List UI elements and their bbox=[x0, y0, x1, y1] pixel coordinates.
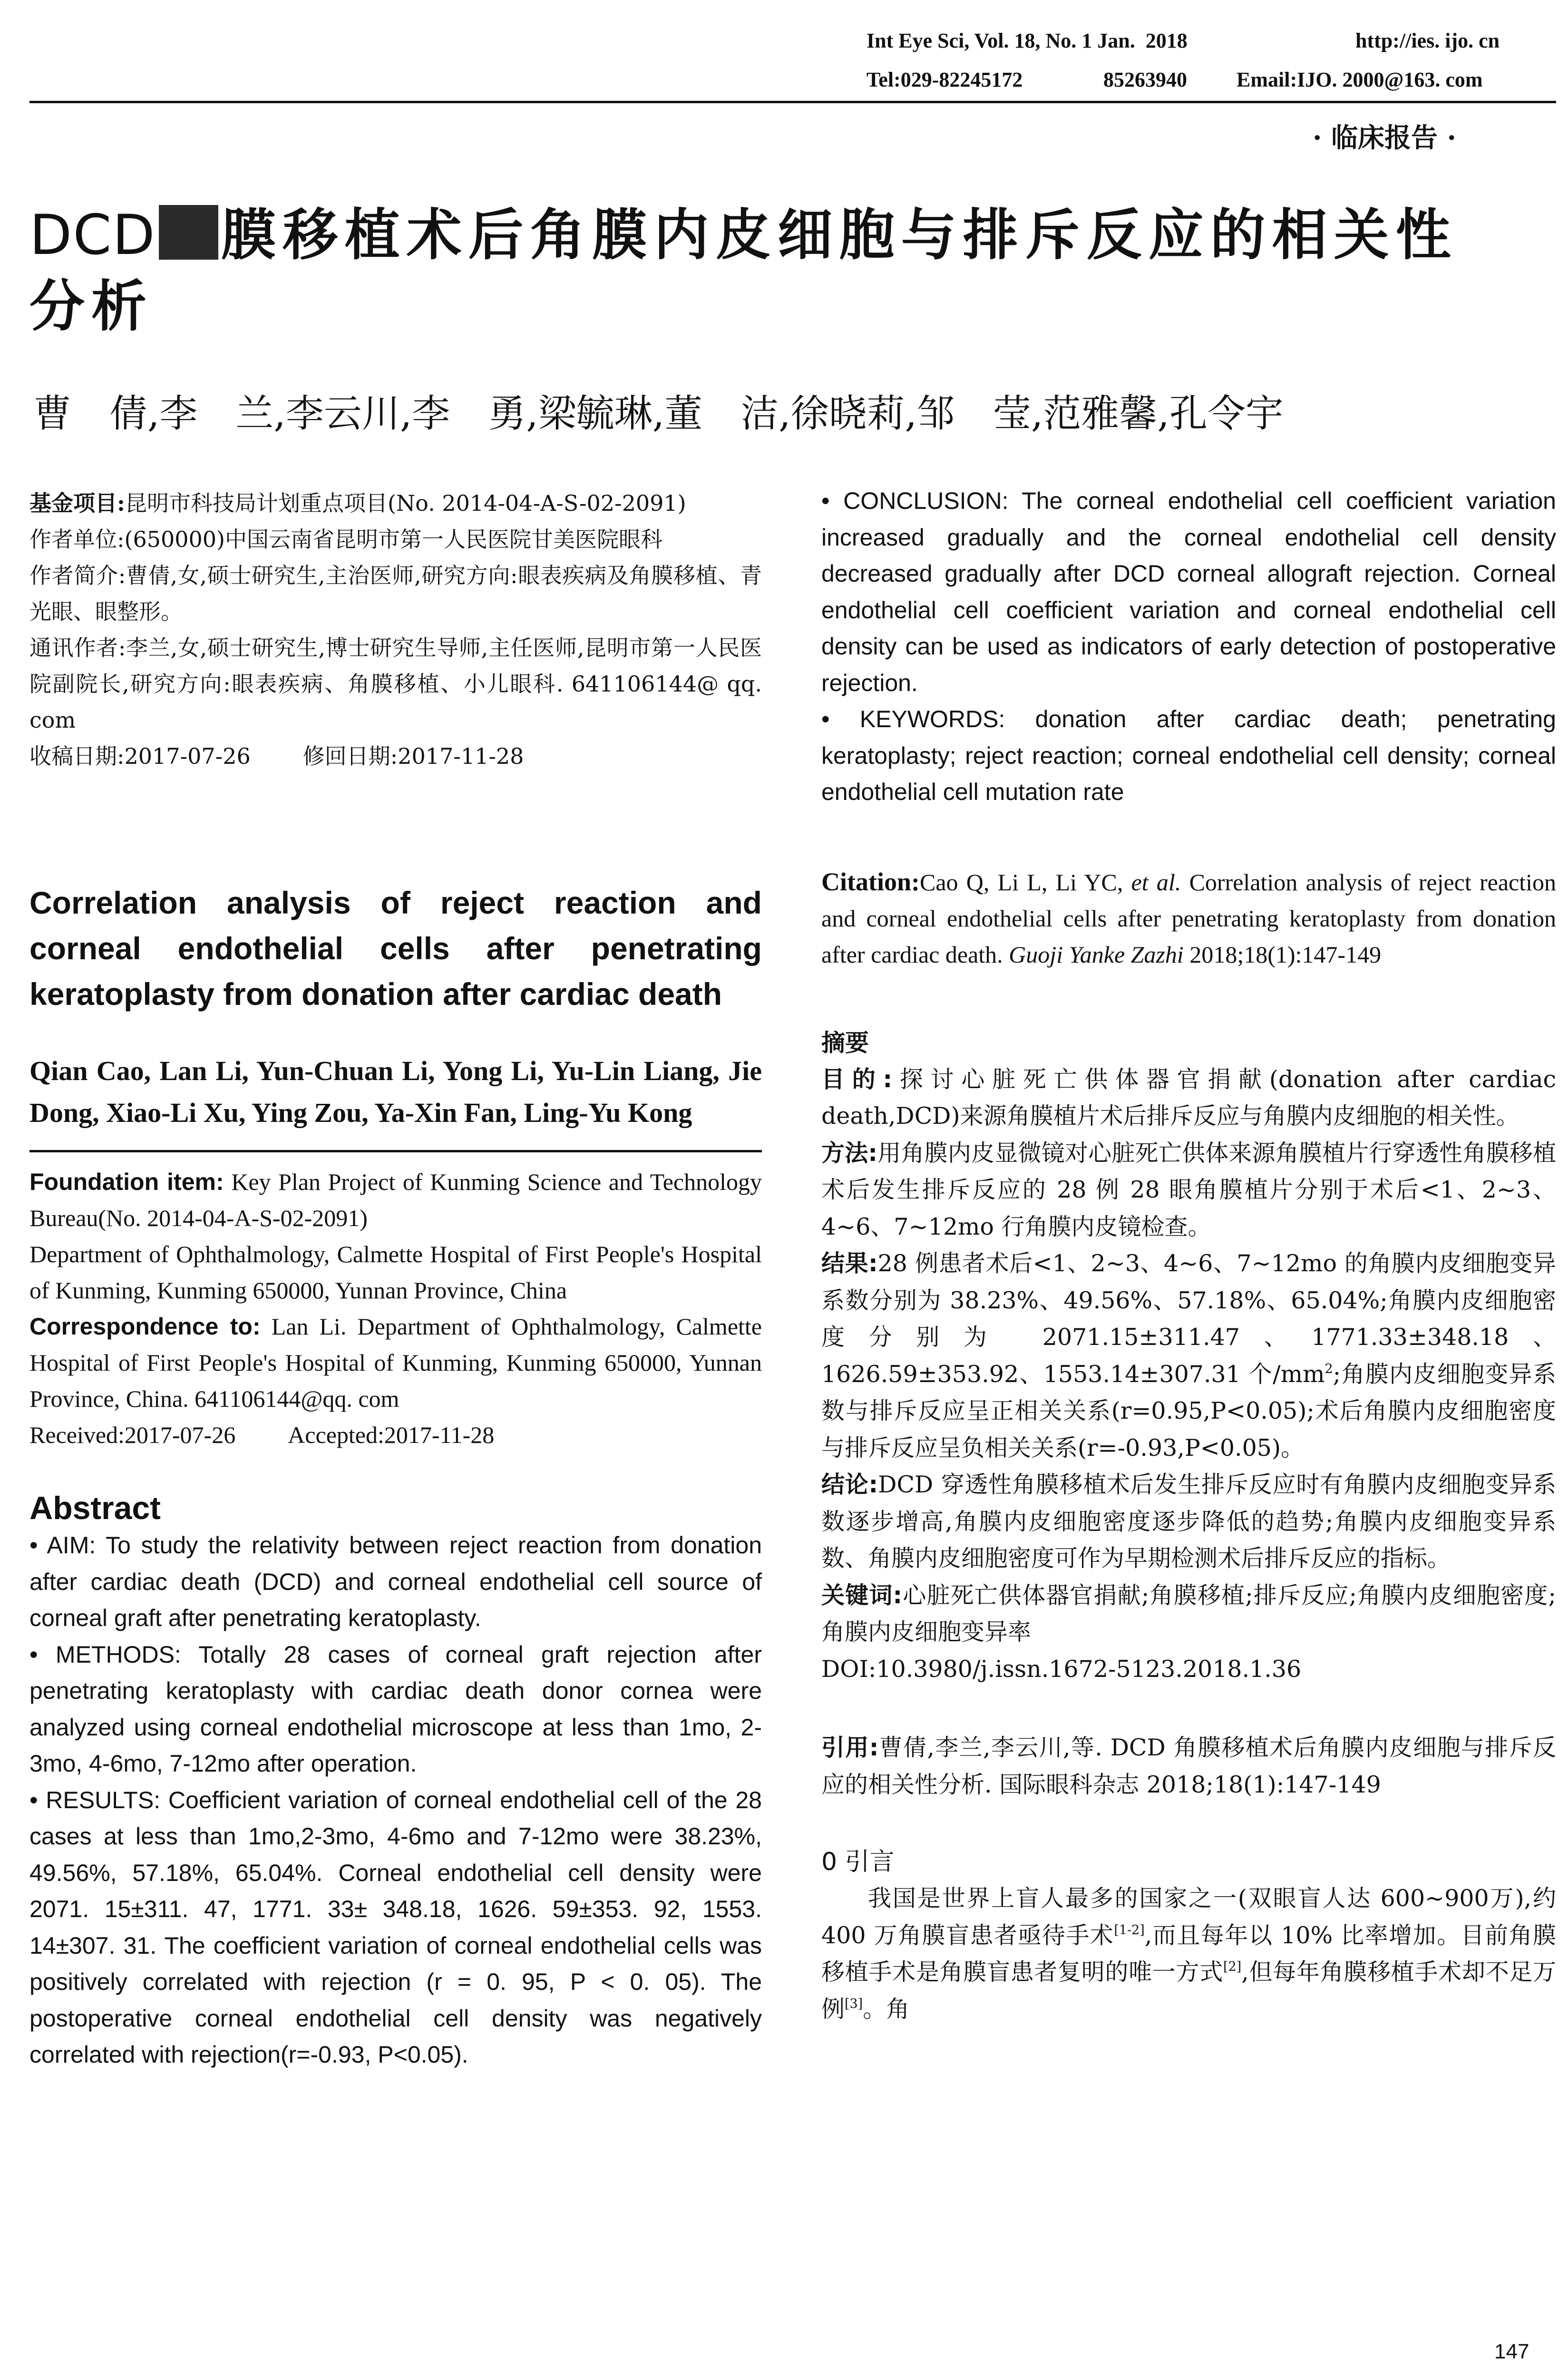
abstract-body bbox=[29, 1527, 762, 2073]
abstract-continued bbox=[821, 483, 1556, 810]
header-rule bbox=[29, 101, 1556, 103]
received-date: 收稿日期:2017-07-26 bbox=[29, 743, 251, 769]
cn-methods bbox=[821, 1135, 1556, 1246]
cn-abstract-heading: 摘要 bbox=[821, 1029, 869, 1057]
keywords-label: • KEYWORDS: bbox=[821, 706, 1005, 732]
cn-conclusion-label: 结论: bbox=[821, 1471, 878, 1498]
unit-line bbox=[29, 521, 762, 557]
section-label: · 临床报告 · bbox=[1313, 122, 1456, 154]
cn-results-text-b: ;角膜内皮细胞变异系数与排斥反应呈正相关关系(r=0.95,P<0.05);术后角膜内皮细胞密度与排斥反应呈负相关关系(r=-0.93,P<0.05)。 bbox=[821, 1360, 1556, 1461]
abstract-conclusion bbox=[821, 483, 1556, 701]
methods-label: • METHODS: bbox=[29, 1641, 181, 1668]
authors-cn: 曹 倩,李 兰,李云川,李 勇,梁毓琳,董 洁,徐晓莉,邹 莹,范雅馨,孔令宇 bbox=[33, 391, 1284, 436]
cn-aim-label: 目的: bbox=[821, 1065, 893, 1093]
intro-text-c: ,但每年角膜移植手术却不足万例 bbox=[821, 1958, 1556, 2023]
conclusion-text: The corneal endothelial cell coefficient variation increased gradually and the corneal endothelial cell density decreased gradually after DCD corneal allograft rejection. Corneal endothelial cell coefficient variation and corneal endothelial cell density can be used as indicators of early detection of postoperative rejection. bbox=[821, 487, 1556, 696]
intro-ref-2[interactable]: [2] bbox=[1223, 1959, 1242, 1975]
title-line1: 膜移植术后角膜内皮细胞与排斥反应的相关性 bbox=[221, 203, 1458, 267]
cn-conclusion bbox=[821, 1466, 1556, 1577]
journal-tel2: 85263940 bbox=[1103, 68, 1187, 91]
left-column bbox=[29, 485, 762, 2073]
title-prefix: DCD bbox=[29, 203, 156, 267]
redacted-character-block bbox=[159, 205, 218, 260]
cn-keywords-text: 心脏死亡供体器官捐献;角膜移植;排斥反应;角膜内皮细胞密度;角膜内皮细胞变异率 bbox=[821, 1581, 1556, 1646]
cn-results-text-a: 28 例患者术后<1、2~3、4~6、7~12mo 的角膜内皮细胞变异系数分别为 38.23%、49.56%、57.18%、65.04%;角膜内皮细胞密度分别为 2071.15±311.47、1771.33±348.18、1626.59±353.92、1553.14±307.31 个/mm bbox=[821, 1250, 1556, 1388]
cn-keywords bbox=[821, 1577, 1556, 1651]
citation-etal: et al. bbox=[1131, 868, 1181, 896]
cn-citation-label: 引用: bbox=[821, 1734, 879, 1761]
unit-text: (650000)中国云南省昆明市第一人民医院甘美医院眼科 bbox=[124, 526, 662, 552]
results-text: Coefficient variation of corneal endothelial cell of the 28 cases at less than 1mo,2-3mo, 4-6mo and 7-12mo were 38.23%, 49.56%, 57.18%, 65.04%. Corneal endothelial cell density were 2071. 15±311. 47, 1771. 33± 348.18, 1626. 59±353. 92, 1553. 14±307. 31. The coefficient variation of corneal endothelial cells was positively correlated with rejection (r = 0. 95, P < 0. 05). The postoperative corneal endothelial cell density was negatively correlated with rejection(r=-0.93, P<0.05). bbox=[29, 1786, 762, 2068]
citation-block bbox=[821, 864, 1556, 973]
en-received: Received:2017-07-26 bbox=[29, 1422, 236, 1448]
english-authors: Qian Cao, Lan Li, Yun-Chuan Li, Yong Li, Yu-Lin Liang, Jie Dong, Xiao-Li Xu, Ying Zou, Ya-Xin Fan, Ling-Yu Kong bbox=[29, 1055, 762, 1128]
cn-citation-block bbox=[821, 1729, 1556, 1803]
correspondence-label: Correspondence to: bbox=[29, 1313, 261, 1340]
corr-label: 通讯作者: bbox=[29, 635, 126, 661]
intro-text-a: 我国是世界上盲人最多的国家之一(双眼盲人达 600~900万),约 400 万角膜盲患者亟待手术 bbox=[821, 1885, 1556, 1949]
results-label: • RESULTS: bbox=[29, 1786, 161, 1813]
journal-tel: Tel:029-82245172 bbox=[867, 68, 1023, 91]
intro-paragraph bbox=[821, 1880, 1556, 2027]
journal-email[interactable]: Email:IJO. 2000@163. com bbox=[1237, 68, 1483, 91]
abstract-heading: Abstract bbox=[29, 1490, 161, 1526]
foundation-text: Key Plan Project of Kunming Science and Technology Bureau(No. 2014-04-A-S-02-2091) bbox=[29, 1169, 762, 1231]
intro-text-d: 。角 bbox=[863, 1995, 910, 2023]
cn-results-label: 结果: bbox=[821, 1250, 878, 1277]
cn-doi[interactable]: DOI:10.3980/j.issn.1672-5123.2018.1.36 bbox=[821, 1655, 1302, 1683]
authors-rule bbox=[29, 1150, 762, 1152]
page-number: 147 bbox=[1494, 2340, 1529, 2363]
english-info bbox=[29, 1164, 762, 1453]
abstract-aim bbox=[29, 1527, 762, 1637]
aim-label: • AIM: bbox=[29, 1532, 96, 1559]
cn-conclusion-text: DCD 穿透性角膜移植术后发生排斥反应时有角膜内皮细胞变异系数逐步增高,角膜内皮细胞密度逐步降低的趋势;角膜内皮细胞变异系数、角膜内皮细胞密度可作为早期检测术后排斥反应的指标。 bbox=[821, 1471, 1556, 1572]
correspondence-text: Lan Li. Department of Ophthalmology, Calmette Hospital of First People's Hospital of Kunming, Kunming 650000, Yunnan Province, China. 641106144@qq. com bbox=[29, 1313, 762, 1412]
author-info-cn bbox=[29, 485, 762, 780]
english-title: Correlation analysis of reject reaction and corneal endothelial cells after penetrating keratoplasty from donation after cardiac death bbox=[29, 885, 762, 1012]
intro-ref-3[interactable]: [3] bbox=[845, 1996, 863, 2011]
citation-text-c: 2018;18(1):147-149 bbox=[1189, 941, 1382, 968]
cn-abstract-body bbox=[821, 1061, 1556, 1688]
cn-citation-text: 曹倩,李兰,李云川,等. DCD 角膜移植术后角膜内皮细胞与排斥反应的相关性分析. 国际眼科杂志 2018;18(1):147-149 bbox=[821, 1734, 1556, 1798]
cn-keywords-label: 关键词: bbox=[821, 1581, 903, 1609]
abstract-keywords bbox=[821, 701, 1556, 810]
bio-line bbox=[29, 557, 762, 630]
keywords-text: donation after cardiac death; penetrating keratoplasty; reject reaction; corneal endothelial cell density; corneal endothelial cell mutation rate bbox=[821, 706, 1556, 805]
page-title bbox=[29, 200, 1551, 342]
foundation-line bbox=[29, 1164, 762, 1236]
bio-label: 作者简介: bbox=[29, 563, 126, 588]
intro-text-b: ,而且每年以 10% 比率增加。目前角膜移植手术是角膜盲患者复明的唯一方式 bbox=[821, 1921, 1556, 1986]
corr-text: 李兰,女,硕士研究生,博士研究生导师,主任医师,昆明市第一人民医院副院长,研究方向:眼表疾病、角膜移植、小儿眼科. 641106144@ qq. com bbox=[29, 635, 762, 733]
en-accepted: Accepted:2017-11-28 bbox=[288, 1422, 495, 1448]
foundation-label: Foundation item: bbox=[29, 1169, 224, 1195]
title-line2: 分析 bbox=[29, 274, 153, 339]
journal-citation-header: Int Eye Sci, Vol. 18, No. 1 Jan. 2018 bbox=[867, 29, 1188, 52]
dates-line bbox=[29, 738, 762, 774]
methods-text: Totally 28 cases of corneal graft rejection after penetrating keratoplasty with cardiac death donor cornea were analyzed using corneal endothelial microscope at less than 1mo, 2-3mo, 4-6mo, 7-12mo after operation. bbox=[29, 1641, 762, 1777]
aim-text: To study the relativity between reject reaction from donation after cardiac death (DCD) and corneal endothelial cell source of corneal graft after penetrating keratoplasty. bbox=[29, 1532, 762, 1631]
intro-ref-1[interactable]: [1-2] bbox=[1114, 1922, 1145, 1938]
abstract-results bbox=[29, 1782, 762, 2073]
intro-heading: 0 引言 bbox=[821, 1848, 895, 1876]
citation-label: Citation: bbox=[821, 867, 920, 896]
cn-aim bbox=[821, 1061, 1556, 1135]
abstract-methods bbox=[29, 1637, 762, 1782]
citation-text-a: Cao Q, Li L, Li YC, bbox=[919, 868, 1123, 896]
cn-aim-text: 探讨心脏死亡供体器官捐献(donation after cardiac death,DCD)来源角膜植片术后排斥反应与角膜内皮细胞的相关性。 bbox=[821, 1065, 1556, 1130]
fund-label: 基金项目: bbox=[29, 490, 125, 516]
citation-text-b: Correlation analysis of reject reaction and corneal endothelial cells after penetrating keratoplasty from donation after cardiac death. bbox=[821, 868, 1557, 968]
cn-methods-label: 方法: bbox=[821, 1139, 878, 1167]
cn-results bbox=[821, 1245, 1556, 1466]
right-column bbox=[821, 483, 1556, 2027]
cn-results-sup: 2 bbox=[1325, 1361, 1333, 1376]
citation-journal: Guoji Yanke Zazhi bbox=[1009, 941, 1184, 968]
corr-line bbox=[29, 630, 762, 738]
revised-date: 修回日期:2017-11-28 bbox=[302, 743, 524, 769]
journal-url[interactable]: http://ies. ijo. cn bbox=[1355, 29, 1500, 52]
cn-methods-text: 用角膜内皮显微镜对心脏死亡供体来源角膜植片行穿透性角膜移植术后发生排斥反应的 28 例 28 眼角膜植片分别于术后<1、2~3、4~6、7~12mo 行角膜内皮镜检查。 bbox=[821, 1139, 1556, 1240]
conclusion-label: • CONCLUSION: bbox=[821, 487, 1009, 514]
department-line: Department of Ophthalmology, Calmette Hospital of First People's Hospital of Kunming, Kunming 650000, Yunnan Province, China bbox=[29, 1241, 762, 1304]
unit-label: 作者单位: bbox=[29, 526, 125, 552]
bio-text: 曹倩,女,硕士研究生,主治医师,研究方向:眼表疾病及角膜移植、青光眼、眼整形。 bbox=[29, 563, 762, 624]
fund-line bbox=[29, 485, 762, 521]
fund-text: 昆明市科技局计划重点项目(No. 2014-04-A-S-02-2091) bbox=[125, 490, 686, 516]
correspondence-line bbox=[29, 1308, 762, 1417]
en-dates-line bbox=[29, 1417, 762, 1453]
